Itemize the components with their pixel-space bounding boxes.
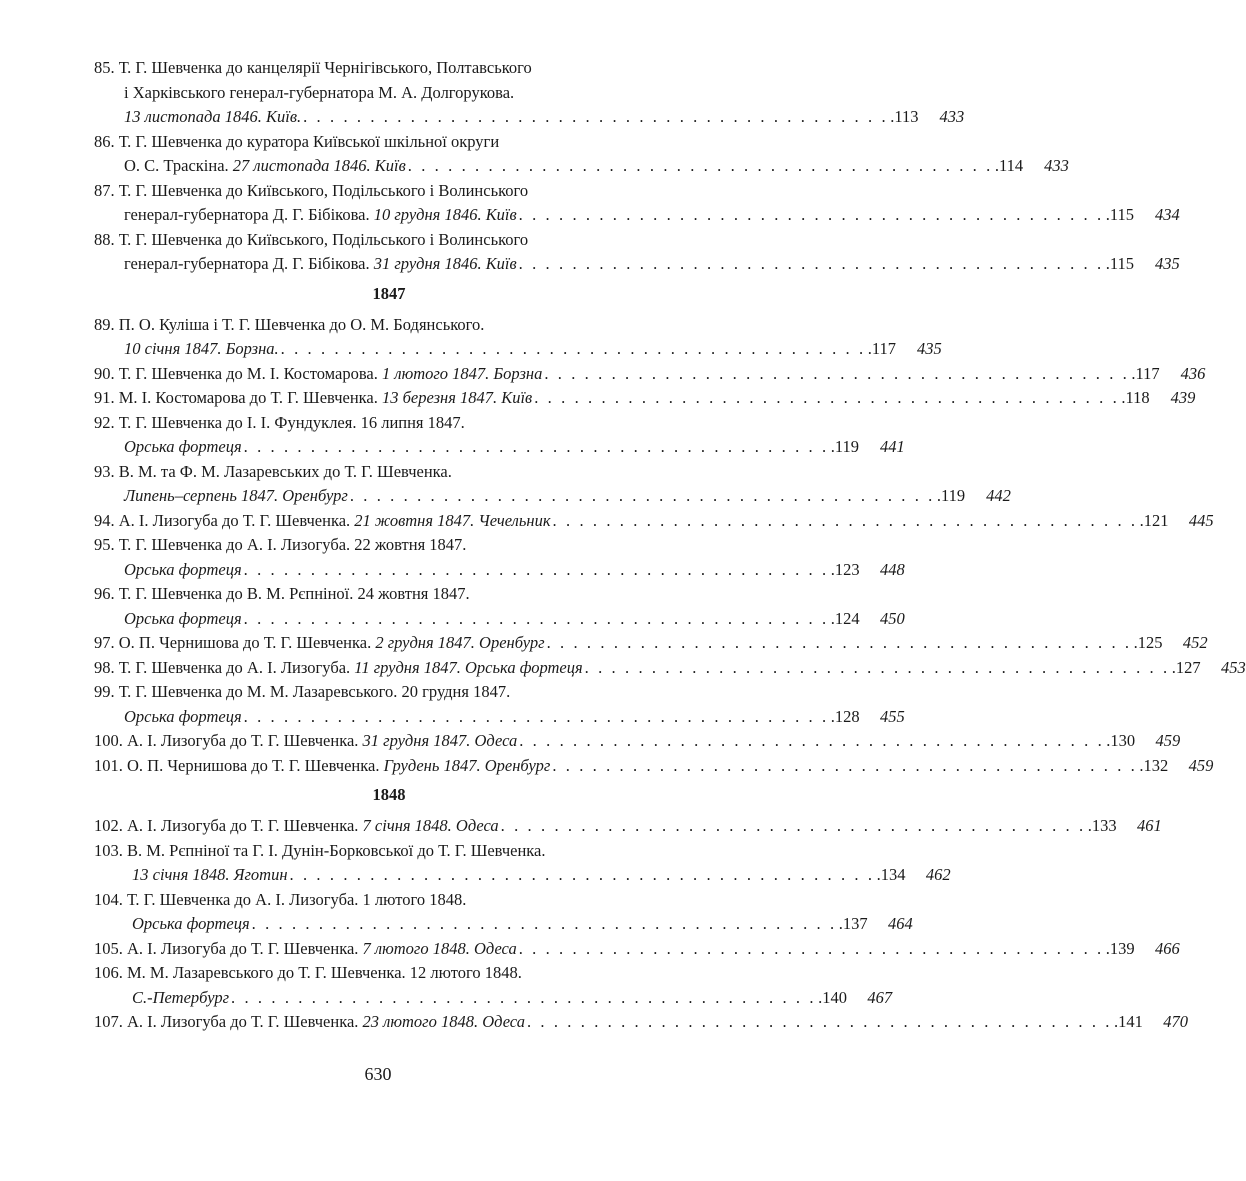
entry-date-place: 10 грудня 1846. Київ [373, 205, 517, 224]
entry-title [94, 814, 499, 839]
entry-number: 107. [94, 1012, 123, 1031]
entry-title [132, 912, 250, 937]
dot-leader: . . . . . . . . . . . . . . . . . . . . . . . . . . . . . . . . . . . . . . . . . . . . [251, 914, 837, 933]
entry-text: генерал-губернатора Д. Г. Бібікова. [124, 254, 374, 273]
entry-text: П. О. Куліша і Т. Г. Шевченка до О. М. Бодянського. [118, 314, 485, 334]
page-ref-comment: 439 [1170, 388, 1196, 407]
entry-text: Т. Г. Шевченка до А. І. Лизогуба. 1 лютого 1848. [127, 889, 467, 909]
toc-leader-line [94, 386, 1196, 411]
entry-date-place: С.-Петербург [132, 987, 230, 1007]
entry-date-place: 27 листопада 1846. Київ [232, 156, 406, 175]
dot-leader: . . . . . . . . . . . . . . . . . . . . . . . . . . . . . . . . . . . . . . . . . . . . [243, 437, 829, 456]
entry-text: Т. Г. Шевченка до куратора Київської шкільної округи [118, 131, 500, 151]
entry-title [94, 754, 550, 779]
entry-title [94, 937, 517, 962]
entry-date-place: Орська фортеця [132, 914, 250, 933]
dot-leader: . . . . . . . . . . . . . . . . . . . . . . . . . . . . . . . . . . . . . . . . . . . . [231, 987, 817, 1007]
toc-entry [94, 582, 905, 631]
entry-number: 90. [94, 363, 115, 383]
entry-date-place: 10 січня 1847. Борзна. [124, 339, 279, 358]
entry-title [132, 863, 288, 888]
page-ref-comment: 442 [986, 486, 1011, 505]
entry-date-place: 13 листопада 1846. Київ. [124, 107, 302, 126]
dot-leader: . . . . . . . . . . . . . . . . . . . . . . . . . . . . . . . . . . . . . . . . . . . . [552, 510, 1138, 530]
entry-date-place: 11 грудня 1847. Орська фортеця [354, 657, 583, 677]
entry-text: А. І. Лизогуба до Т. Г. Шевченка. [127, 816, 363, 835]
entry-number: 99. [94, 682, 115, 701]
entry-title [124, 154, 406, 179]
entry-text: А. І. Лизогуба до Т. Г. Шевченка. [118, 510, 355, 530]
toc-section [94, 814, 1189, 1035]
page-ref-text: .127 [1171, 657, 1201, 677]
entry-date-place: Орська фортеця [124, 559, 242, 579]
toc-leader-line [94, 362, 1206, 387]
page-ref-comment: 462 [925, 865, 951, 884]
entry-title [124, 337, 279, 362]
page-ref-text: .130 [1106, 731, 1136, 750]
toc-leader-line [94, 814, 1162, 839]
toc-entry [94, 509, 1214, 534]
entry-number: 92. [94, 412, 115, 432]
page-ref-text: .115 [1105, 254, 1134, 273]
toc-entry-line [94, 680, 684, 705]
entry-text: В. М. Рєпніної та Г. І. Дунін-Борковської до Т. Г. Шевченка. [127, 840, 546, 860]
dot-leader: . . . . . . . . . . . . . . . . . . . . . . . . . . . . . . . . . . . . . . . . . . . . [349, 486, 935, 505]
entry-number: 102. [94, 816, 123, 835]
page-ref-comment: 434 [1154, 205, 1180, 224]
entry-text: Т. Г. Шевченка до Київського, Подільського і Волинського [118, 229, 529, 249]
toc-entry [94, 228, 1180, 277]
dot-leader: . . . . . . . . . . . . . . . . . . . . . . . . . . . . . . . . . . . . . . . . . . . . [546, 633, 1132, 652]
toc-entry-line [94, 81, 684, 106]
toc-leader-line [94, 105, 965, 130]
entry-text: М. І. Костомарова до Т. Г. Шевченка. [118, 388, 382, 407]
entry-title [124, 705, 242, 730]
dot-leader: . . . . . . . . . . . . . . . . . . . . . . . . . . . . . . . . . . . . . . . . . . . . [243, 706, 829, 726]
dot-leader: . . . . . . . . . . . . . . . . . . . . . . . . . . . . . . . . . . . . . . . . . . . . [243, 608, 829, 628]
toc-leader-line [94, 986, 893, 1011]
toc-section [94, 313, 1246, 779]
entry-date-place: 7 лютого 1848. Одеса [362, 938, 517, 958]
dot-leader: . . . . . . . . . . . . . . . . . . . . . . . . . . . . . . . . . . . . . . . . . . . . [544, 363, 1130, 383]
entry-title [94, 656, 583, 681]
entry-text: О. П. Чернишова до Т. Г. Шевченка. [127, 755, 384, 775]
entry-text: О. С. Траскіна. [124, 156, 233, 175]
entry-title [94, 362, 542, 387]
page-ref-comment: 461 [1136, 816, 1162, 835]
page-ref-text: .137 [838, 914, 868, 933]
entry-number: 103. [94, 840, 123, 860]
toc-entry [94, 411, 905, 460]
page-ref-text: .117 [1131, 363, 1160, 383]
dot-leader: . . . . . . . . . . . . . . . . . . . . . . . . . . . . . . . . . . . . . . . . . . . . [243, 559, 829, 579]
entry-text: Т. Г. Шевченка до М. М. Лазаревського. 20 грудня 1847. [118, 682, 511, 701]
entry-date-place: 13 березня 1847. Київ [382, 388, 533, 407]
entry-text: А. І. Лизогуба до Т. Г. Шевченка. [127, 938, 363, 958]
entry-date-place: 21 жовтня 1847. Чечельник [354, 510, 551, 530]
page-ref-text: .117 [867, 339, 896, 358]
toc-entry-line [94, 460, 684, 485]
dot-leader: . . . . . . . . . . . . . . . . . . . . . . . . . . . . . . . . . . . . . . . . . . . . [584, 657, 1170, 677]
entry-number: 100. [94, 731, 123, 750]
dot-leader: . . . . . . . . . . . . . . . . . . . . . . . . . . . . . . . . . . . . . . . . . . . . [407, 156, 993, 175]
entry-number: 106. [94, 963, 123, 982]
entry-number: 86. [94, 131, 115, 151]
page-ref-text: .140 [818, 987, 847, 1007]
page-ref-text: .114 [994, 156, 1024, 175]
toc-entry [94, 56, 965, 130]
page-ref-comment: 433 [939, 107, 965, 126]
toc-entry [94, 754, 1214, 779]
page-ref-comment: 441 [879, 437, 905, 456]
toc-entry-line [94, 313, 684, 338]
entry-number: 89. [94, 314, 115, 334]
toc-entry-line [94, 130, 684, 155]
entry-number: 98. [94, 657, 115, 677]
dot-leader: . . . . . . . . . . . . . . . . . . . . . . . . . . . . . . . . . . . . . . . . . . . . [526, 1012, 1113, 1031]
entry-number: 85. [94, 58, 115, 77]
entry-title [94, 386, 532, 411]
toc-leader-line [94, 705, 905, 730]
page-ref-text: .119 [830, 437, 859, 456]
entry-title [124, 435, 242, 460]
toc-entry-line [94, 888, 684, 913]
toc-entry-line [94, 228, 684, 253]
toc-leader-line [94, 937, 1180, 962]
entry-date-place: 2 грудня 1847. Оренбург [375, 633, 545, 652]
toc-entry [94, 729, 1181, 754]
toc-entry [94, 937, 1180, 962]
dot-leader: . . . . . . . . . . . . . . . . . . . . . . . . . . . . . . . . . . . . . . . . . . . . [518, 938, 1104, 958]
toc-section [94, 56, 1180, 277]
toc-leader-line [94, 337, 942, 362]
dot-leader: . . . . . . . . . . . . . . . . . . . . . . . . . . . . . . . . . . . . . . . . . . . . [518, 205, 1104, 224]
dot-leader: . . . . . . . . . . . . . . . . . . . . . . . . . . . . . . . . . . . . . . . . . . . . [500, 816, 1086, 835]
toc-entry [94, 888, 913, 937]
year-heading: 1847 [372, 283, 406, 303]
toc-entry [94, 362, 1206, 387]
entry-text: Т. Г. Шевченка до канцелярії Чернігівського, Полтавського [118, 58, 532, 77]
page-ref-comment: 466 [1155, 938, 1180, 958]
table-of-contents [94, 56, 1246, 1035]
entry-date-place: 31 грудня 1846. Київ [373, 254, 517, 273]
entry-text: Т. Г. Шевченка до М. І. Костомарова. [118, 363, 382, 383]
toc-leader-line [94, 435, 905, 460]
toc-leader-line [94, 484, 1011, 509]
toc-leader-line [94, 509, 1214, 534]
toc-leader-line [94, 203, 1180, 228]
entry-number: 95. [94, 535, 115, 554]
toc-leader-line [94, 607, 905, 632]
toc-entry [94, 839, 951, 888]
entry-text: генерал-губернатора Д. Г. Бібікова. [124, 205, 374, 224]
page-ref-comment: 452 [1182, 633, 1208, 652]
page-ref-text: .132 [1139, 755, 1169, 775]
toc-entry [94, 130, 1069, 179]
entry-number: 101. [94, 755, 123, 775]
entry-title [124, 252, 517, 277]
entry-text: Т. Г. Шевченка до А. І. Лизогуба. [118, 657, 355, 677]
page-ref-comment: 435 [916, 339, 942, 358]
toc-entry-line [94, 839, 684, 864]
entry-title [124, 105, 301, 130]
toc-leader-line [94, 656, 1246, 681]
dot-leader: . . . . . . . . . . . . . . . . . . . . . . . . . . . . . . . . . . . . . . . . . . . . [552, 755, 1138, 775]
toc-entry [94, 386, 1196, 411]
toc-entry [94, 313, 942, 362]
entry-date-place: Орська фортеця [124, 706, 242, 726]
toc-entry-line [94, 582, 684, 607]
page-ref-text: .134 [876, 865, 906, 884]
toc-leader-line [94, 863, 951, 888]
entry-date-place: 13 січня 1848. Яготин [132, 865, 288, 884]
entry-number: 94. [94, 510, 115, 530]
entry-title [124, 484, 348, 509]
entry-title [94, 631, 545, 656]
page-ref-text: .118 [1121, 388, 1150, 407]
page-ref-comment: 453 [1220, 657, 1246, 677]
page-ref-text: .128 [830, 706, 860, 726]
year-heading: 1848 [372, 785, 406, 804]
toc-leader-line [94, 1010, 1189, 1035]
dot-leader: . . . . . . . . . . . . . . . . . . . . . . . . . . . . . . . . . . . . . . . . . . . . [303, 107, 889, 126]
entry-text: А. І. Лизогуба до Т. Г. Шевченка. [127, 731, 363, 750]
page-ref-text: .115 [1105, 205, 1134, 224]
entry-number: 105. [94, 938, 123, 958]
entry-text: М. М. Лазаревського до Т. Г. Шевченка. 12 лютого 1848. [127, 963, 522, 982]
toc-entry [94, 460, 1011, 509]
dot-leader: . . . . . . . . . . . . . . . . . . . . . . . . . . . . . . . . . . . . . . . . . . . . [280, 339, 866, 358]
entry-number: 104. [94, 889, 123, 909]
entry-title [94, 729, 517, 754]
page-ref-text: .121 [1139, 510, 1169, 530]
toc-entry [94, 179, 1180, 228]
page-ref-text: .123 [830, 559, 860, 579]
toc-entry-line [94, 533, 684, 558]
entry-title [124, 203, 517, 228]
entry-text: і Харківського генерал-губернатора М. А. Долгорукова. [124, 82, 515, 102]
toc-entry [94, 814, 1162, 839]
entry-date-place: Орська фортеця [124, 437, 242, 456]
entry-title [94, 509, 551, 534]
toc-entry [94, 961, 893, 1010]
page-ref-text: .125 [1133, 633, 1163, 652]
dot-leader: . . . . . . . . . . . . . . . . . . . . . . . . . . . . . . . . . . . . . . . . . . . . [534, 388, 1120, 407]
entry-text: Т. Г. Шевченка до І. І. Фундуклея. 16 липня 1847. [118, 412, 465, 432]
toc-entry-line [94, 411, 684, 436]
entry-date-place: Орська фортеця [124, 608, 242, 628]
page-number: 630 [364, 1064, 392, 1084]
entry-date-place: Грудень 1847. Оренбург [383, 755, 551, 775]
entry-date-place: 1 лютого 1847. Борзна [382, 363, 543, 383]
page-ref-text: .141 [1114, 1012, 1143, 1031]
toc-leader-line [94, 154, 1069, 179]
toc-entry-line [94, 56, 684, 81]
entry-title [124, 607, 242, 632]
entry-date-place: Липень–серпень 1847. Оренбург [124, 486, 348, 505]
toc-entry [94, 656, 1246, 681]
dot-leader: . . . . . . . . . . . . . . . . . . . . . . . . . . . . . . . . . . . . . . . . . . . . [518, 254, 1104, 273]
toc-entry-line [94, 179, 684, 204]
entry-title [132, 986, 229, 1011]
entry-number: 88. [94, 229, 115, 249]
page-ref-text: .139 [1105, 938, 1135, 958]
toc-entry-line [94, 961, 684, 986]
entry-text: В. М. та Ф. М. Лазаревських до Т. Г. Шевченка. [118, 461, 452, 481]
entry-text: А. І. Лизогуба до Т. Г. Шевченка. [127, 1012, 363, 1031]
entry-title [124, 558, 242, 583]
toc-leader-line [94, 729, 1181, 754]
entry-number: 93. [94, 461, 115, 481]
dot-leader: . . . . . . . . . . . . . . . . . . . . . . . . . . . . . . . . . . . . . . . . . . . . [289, 865, 875, 884]
toc-leader-line [94, 912, 913, 937]
entry-date-place: 7 січня 1848. Одеса [362, 816, 499, 835]
toc-entry [94, 1010, 1189, 1035]
entry-number: 97. [94, 633, 115, 652]
toc-entry [94, 631, 1208, 656]
page-ref-comment: 459 [1155, 731, 1181, 750]
toc-entry [94, 680, 905, 729]
page-ref-comment: 445 [1188, 510, 1214, 530]
entry-text: Т. Г. Шевченка до Київського, Подільського і Волинського [118, 180, 529, 200]
page-ref-comment: 433 [1044, 156, 1069, 175]
page-ref-text: .119 [936, 486, 966, 505]
entry-title [94, 1010, 525, 1035]
toc-leader-line [94, 631, 1208, 656]
entry-text: Т. Г. Шевченка до В. М. Рєпніної. 24 жовтня 1847. [118, 584, 470, 603]
entry-date-place: 23 лютого 1848. Одеса [362, 1012, 525, 1031]
page-ref-comment: 435 [1154, 254, 1180, 273]
dot-leader: . . . . . . . . . . . . . . . . . . . . . . . . . . . . . . . . . . . . . . . . . . . . [519, 731, 1105, 750]
entry-number: 96. [94, 584, 115, 603]
page-ref-text: .113 [890, 107, 919, 126]
toc-leader-line [94, 558, 905, 583]
toc-leader-line [94, 252, 1180, 277]
page-ref-comment: 436 [1180, 363, 1206, 383]
entry-number: 87. [94, 180, 115, 200]
page-ref-text: .133 [1087, 816, 1117, 835]
toc-entry [94, 533, 905, 582]
page-ref-text: .124 [830, 608, 860, 628]
entry-date-place: 31 грудня 1847. Одеса [362, 731, 518, 750]
page-ref-comment: 467 [867, 987, 893, 1007]
entry-number: 91. [94, 388, 115, 407]
page-ref-comment: 450 [879, 608, 905, 628]
page-ref-comment: 455 [879, 706, 905, 726]
page-ref-comment: 470 [1163, 1012, 1189, 1031]
page-ref-comment: 448 [879, 559, 905, 579]
entry-text: Т. Г. Шевченка до А. І. Лизогуба. 22 жовтня 1847. [118, 535, 467, 554]
toc-leader-line [94, 754, 1214, 779]
page-ref-comment: 464 [887, 914, 913, 933]
page-ref-comment: 459 [1188, 755, 1214, 775]
entry-text: О. П. Чернишова до Т. Г. Шевченка. [118, 633, 376, 652]
